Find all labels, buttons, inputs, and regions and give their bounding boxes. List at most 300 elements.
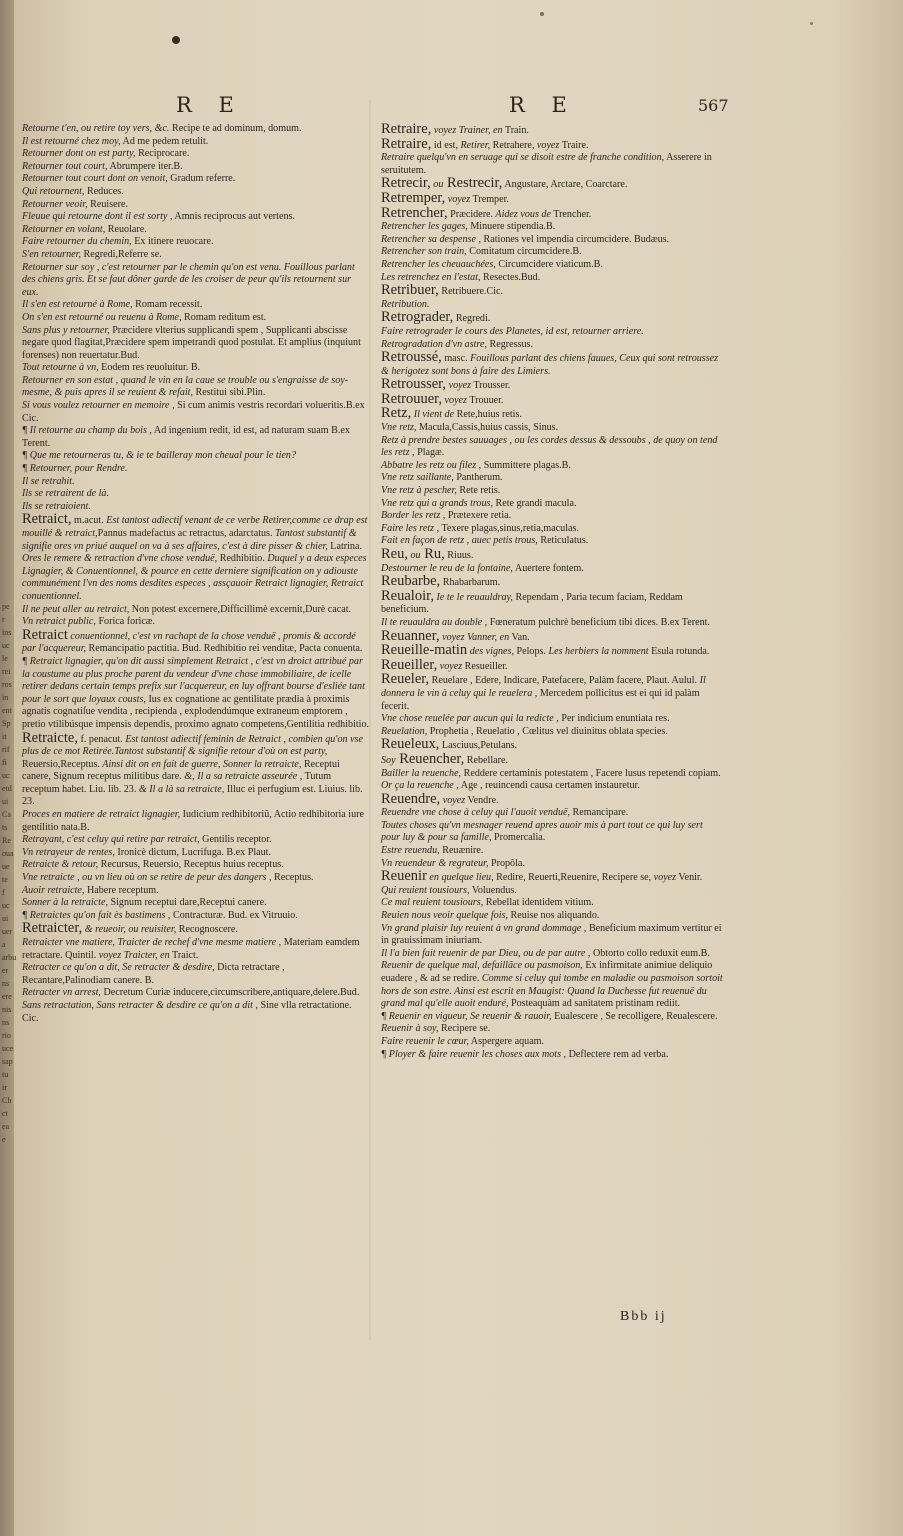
latin-gloss: Contracturæ. Bud. ex Vitruuio. <box>170 909 298 921</box>
french-gloss: Retraire quelqu'vn en seruage qui se disoit estre de franche condition, <box>381 152 665 164</box>
french-gloss: Il est retourné chez moy, <box>22 135 121 147</box>
latin-gloss: Ius ex cognatione ac gentilitate prædia à proximis agnatis cognatiſue vendita , recipienda , explodendúmque extraneum emptorem , pretio vtilibúsque impensis dependis, proximo agnato competens,Gentilitia redhibitio. <box>22 693 370 730</box>
french-gloss: Ores le remere & retraction d'vne chose venduë, <box>22 553 218 565</box>
dictionary-entry <box>22 224 370 237</box>
french-gloss: &, Il a sa retraicte asseurée , <box>181 771 303 783</box>
dictionary-entry <box>381 498 724 511</box>
french-gloss: Reuendre vne chose à celuy qui l'auoit venduë, <box>381 807 571 819</box>
french-gloss: Les herbiers la nomment <box>545 646 649 658</box>
dictionary-entry <box>381 885 724 898</box>
french-gloss: Retraicter vne matiere, Traicter de rechef d'vne mesme matiere , <box>22 937 282 948</box>
dictionary-entry <box>22 463 370 476</box>
french-gloss: Ce mal reuient tousiours, <box>381 897 484 909</box>
french-gloss: & reueoir, ou reuisiter, <box>82 924 177 936</box>
dictionary-entry <box>381 135 724 153</box>
french-gloss: ou <box>407 550 421 561</box>
french-gloss: Il ne peut aller au retraict, <box>22 603 130 615</box>
latin-gloss: Beneficium maximum vertitur ei in grauissimam iniuriam. <box>381 922 722 947</box>
headword: Retraict, <box>22 511 72 528</box>
dictionary-entry <box>381 472 724 485</box>
dictionary-entry <box>381 204 724 222</box>
french-gloss: Vne retz saillante, <box>381 472 454 484</box>
latin-gloss: Reciprocare. <box>135 148 190 160</box>
latin-gloss: Traire. <box>559 139 589 151</box>
french-gloss: Destourner le reu de la fontaine, <box>381 562 513 574</box>
dictionary-entry <box>381 152 724 177</box>
latin-gloss: Præcidere vlterius supplicandi spem , Supplicanti abscisse negare quod flagitat,Præcidere spem impetrandi quod postulat. Et amplius (inquiunt forenses) non reuertatur.Bud. <box>22 324 361 361</box>
dictionary-entry <box>381 407 724 422</box>
headword: Retribuer, <box>381 282 439 299</box>
dictionary-entry <box>381 422 724 435</box>
dictionary-entry <box>22 501 370 514</box>
latin-gloss: Rebellare. <box>464 754 508 766</box>
latin-gloss: Traict. <box>169 949 199 961</box>
latin-gloss: Resectes.Bud. <box>480 271 541 283</box>
latin-gloss: Signum receptui dare,Receptui canere. <box>107 897 267 909</box>
french-gloss: ¶ Reuenir en vigueur, Se reuenir & rauoir, <box>381 1010 552 1022</box>
french-gloss: voyez <box>440 794 466 806</box>
latin-gloss: Pelops. <box>513 646 546 658</box>
dictionary-entry <box>22 937 370 962</box>
french-gloss: en quelque lieu, <box>426 872 494 884</box>
latin-gloss: Ad me pedem retulit. <box>120 135 209 147</box>
headword: Reuanner, <box>381 627 440 644</box>
dictionary-entry <box>22 922 370 937</box>
french-gloss: Vn grand plaisir luy reuient à vn grand dommage , <box>381 922 587 934</box>
dictionary-entry <box>381 259 724 272</box>
dictionary-entry <box>381 948 724 961</box>
dictionary-entry <box>22 604 370 617</box>
french-gloss: Proces en matiere de retraict lignagier, <box>22 809 181 821</box>
dictionary-entry <box>22 375 370 400</box>
dictionary-entry <box>22 262 370 300</box>
running-head-left: R E <box>176 93 244 117</box>
latin-gloss: Ironicè dictum, Lucrifuga. B.ex Plaut. <box>114 846 272 858</box>
french-gloss: Est tantost adiectif venant de ce verbe Retirer,comme ce drap est mouillé & retraict, <box>22 515 368 539</box>
french-gloss: On s'en est retourné ou reuenu à Rome, <box>22 311 182 323</box>
latin-gloss: Pantherum. <box>453 472 503 484</box>
headword: Reueler, <box>381 671 430 688</box>
headword: Retroussé, <box>381 349 442 366</box>
latin-gloss: Recognoscere. <box>176 924 238 936</box>
dictionary-entry <box>381 910 724 923</box>
latin-gloss: Ad ingenium redit, id est, ad naturam suam B.ex Terent. <box>22 425 350 449</box>
french-gloss: Retraicte & retour, <box>22 859 99 871</box>
latin-gloss: Age , reuincendi causa certamen instauretur. <box>458 780 640 792</box>
latin-gloss: Non potest excernere,Difficillimè excernit,Durè cacat. <box>129 603 352 615</box>
french-gloss: Retourner dont on est party, <box>22 148 136 160</box>
latin-gloss: Vendre. <box>465 794 499 806</box>
dictionary-entry <box>381 750 724 768</box>
dictionary-entry <box>381 523 724 536</box>
french-gloss: Fait en façon de retz , auec petis trous, <box>381 535 538 547</box>
latin-gloss: Recipere se. <box>438 1023 491 1035</box>
dictionary-entry <box>22 173 370 186</box>
latin-gloss: Rationes vel impendia circumcidere. Budæus. <box>480 233 670 245</box>
dictionary-entry <box>381 548 724 563</box>
dictionary-entry <box>381 656 724 674</box>
headword: Reueleux, <box>381 736 440 753</box>
headword: Reuenir <box>381 868 427 885</box>
french-gloss: Retourner sur soy , c'est retourner par le chemin qu'on est venu. Fouillous parlant des chiens gris. Et se faut dôner garde de les croiser de peur qu'ils retournent sur eux. <box>22 261 355 298</box>
french-gloss: Il vient de <box>411 409 455 421</box>
latin-gloss: Prætexere retia. <box>445 510 512 522</box>
french-gloss: & Il a là sa retraicte, <box>136 783 225 795</box>
latin-gloss: Reticulatus. <box>537 535 589 547</box>
french-gloss: voyez <box>651 872 677 884</box>
ink-spot <box>172 36 180 44</box>
french-gloss: Retracter vn arrest, <box>22 987 101 999</box>
french-gloss: Retracter ce qu'on a dit, Se retracter & desdire, <box>22 962 215 974</box>
headword: Ru, <box>420 546 445 562</box>
latin-gloss: Gentilis receptor. <box>199 834 272 846</box>
french-gloss: Ie te le reuauldray, <box>433 591 513 603</box>
dictionary-entry <box>381 673 724 713</box>
dictionary-entry <box>22 729 370 810</box>
latin-gloss: Angustare, Arctare, Coarctare. <box>502 179 628 191</box>
french-gloss: Reuien nous veoir quelque fois, <box>381 910 508 922</box>
latin-gloss: Receptui canere, Signum receptus militibus dare. <box>22 758 340 783</box>
french-gloss: Sans plus y retourner, <box>22 324 110 336</box>
dictionary-entry <box>381 713 724 726</box>
dictionary-entry <box>22 136 370 149</box>
french-gloss: Retourner tout court dont on venoit, <box>22 173 168 185</box>
headword: Restrecir, <box>443 175 503 192</box>
latin-gloss: Recursus, Reuersio, Receptus huius receptus. <box>98 859 284 871</box>
french-gloss: Abbatre les retz ou filez , <box>381 459 482 471</box>
dictionary-entry <box>22 834 370 847</box>
french-gloss: Vne retz, <box>381 422 417 434</box>
french-gloss: Vne chose reuelée par aucun qui la redicte , <box>381 713 559 725</box>
latin-gloss: Van. <box>509 631 530 643</box>
dictionary-entry <box>381 510 724 523</box>
french-gloss: Les retrenchez en l'estat, <box>381 271 481 283</box>
french-gloss: Qui reuient tousiours, <box>381 884 470 896</box>
french-gloss: Retourne t'en, ou retire toy vers, &c. <box>22 123 170 134</box>
french-gloss: S'en retourner, <box>22 248 81 260</box>
dictionary-entry <box>381 923 724 948</box>
dictionary-entry <box>381 1049 724 1062</box>
latin-gloss: Pannus madefactus ac retractus, adarctatus. <box>97 528 273 539</box>
dictionary-entry <box>381 768 724 781</box>
dictionary-entry <box>381 284 724 299</box>
french-gloss: Retirer, <box>457 139 491 151</box>
french-gloss: Faire les retz , <box>381 522 440 534</box>
latin-gloss: Iudicium redhibitoriũ, Actio redhibitoria iure gentilitio nata.B. <box>22 809 364 833</box>
french-gloss: Reuenir de quelque mal, defaillãce ou pasmoison, <box>381 960 583 972</box>
french-gloss: Est tantost adiectif feminin de Retraict , combien qu'on vse plus de ce mot Retirée.Tantost substantif & signifie retour d'où on est party, <box>22 733 363 758</box>
latin-gloss: Amnis reciprocus aut vertens. <box>172 211 295 223</box>
dictionary-entry <box>381 390 724 408</box>
latin-gloss: Dicta retractare , Recantare,Palinodiam canere. B. <box>22 962 285 986</box>
french-gloss: Faire retrograder le cours des Planetes, id est, retourner arriere. <box>381 325 644 337</box>
french-gloss: Qui retournent, <box>22 185 85 197</box>
french-gloss: Vn reuendeur & regrateur, <box>381 857 489 869</box>
latin-gloss: Rebellat identidem vitium. <box>483 897 594 909</box>
dictionary-entry <box>381 485 724 498</box>
latin-gloss: Rete,huius retis. <box>454 409 522 421</box>
latin-gloss: Receptus. <box>271 872 314 884</box>
french-gloss: Tout retourne à vn, <box>22 362 99 374</box>
french-gloss: Tantost substantif & signifie ores vn priué auquel on va à ses affaires, c'est à dire pisser & chier, <box>22 528 357 552</box>
french-gloss: ¶ Retraict lignagier, qu'on dit aussi simplement Retraict , c'est vn droict attribué par la coustume au plus proche parent du vendeur d'vne chose immobiliaire, de icelle retirer dedans certain temps prefix sur l'acquereur, en luy offrant bourse d'esliée tant pour le sort que loyaux cousts, <box>22 655 365 705</box>
latin-gloss: Ex itinere reuocare. <box>131 236 214 248</box>
headword: Reuencher, <box>395 750 465 767</box>
french-gloss: Il te reuauldra au double , <box>381 616 488 628</box>
latin-gloss: masc. <box>441 353 468 365</box>
dictionary-entry <box>381 790 724 808</box>
french-gloss: Il donnera le vin à celuy qui le reuelera , <box>381 675 706 699</box>
french-gloss: voyez Traicter, en <box>96 949 170 961</box>
dictionary-entry <box>381 311 724 326</box>
latin-gloss: Reuænire. <box>439 845 484 857</box>
headword: Reueille-matin <box>381 642 468 659</box>
french-gloss: Retz à prendre bestes sauuages , ou les cordes dessus & dessoubs , de quoy on tend les retz , <box>381 434 718 459</box>
latin-gloss: Materiam eamdem retractare. Quintil. <box>22 937 360 961</box>
latin-gloss: Remancipatio pactitia. Bud. Redhibitio rei venditæ, Pacta conuenta. <box>86 643 363 655</box>
french-gloss: Bailler la reuenche, <box>381 767 462 779</box>
french-gloss: ¶ Retraictes qu'on fait ès bastimens , <box>22 909 171 921</box>
page-number: 567 <box>698 96 729 115</box>
latin-gloss: Romam reditum est. <box>181 311 267 323</box>
headword: Retraicter, <box>22 920 83 937</box>
french-gloss: Comme si celuy qui tombe en maladie ou pasmoison sortoit hors de son estre. Ainsi est escrit en Maugist: Quand la Duchesse fut reuenuë du grand mal qu'elle auoit enduré, <box>381 973 723 1010</box>
latin-gloss: id est, <box>431 139 458 151</box>
headword: Reualoir, <box>381 587 434 604</box>
french-gloss: Faire reuenir le cœur, <box>381 1035 469 1047</box>
french-gloss: Aidez vous de <box>493 208 551 220</box>
french-gloss: Soy <box>381 754 396 766</box>
latin-gloss: Remancipare. <box>570 807 629 819</box>
latin-gloss: Forica foricæ. <box>95 616 156 628</box>
french-gloss: ¶ Que me retourneras tu, & ie te bailleray mon cheual pour le tien? <box>22 450 297 462</box>
dictionary-entry <box>22 312 370 325</box>
dictionary-entry <box>22 859 370 872</box>
latin-gloss: Summittere plagas.B. <box>481 459 571 471</box>
french-gloss: Reuenir à soy, <box>381 1023 439 1035</box>
headword: Reueiller, <box>381 656 438 673</box>
french-gloss: Vne retz à pescher, <box>381 485 457 497</box>
headword: Retz, <box>381 405 412 422</box>
headword: Retraict <box>22 626 68 643</box>
french-gloss: voyez <box>437 660 463 672</box>
headword: Retrencher, <box>381 204 448 221</box>
french-gloss: Vn retrayeur de rentes, <box>22 846 115 858</box>
headword: Retrograder, <box>381 309 454 326</box>
dictionary-entry <box>22 123 370 136</box>
french-gloss: Auoir retraicte, <box>22 884 85 896</box>
latin-gloss: Eodem res reuoluitur. B. <box>98 362 201 374</box>
dictionary-entry <box>381 123 724 138</box>
latin-gloss: Riuus. <box>444 550 474 561</box>
latin-gloss: Decretum Curiæ inducere,circumscribere,antiquare,delere.Bud. <box>100 987 360 999</box>
dictionary-entry <box>22 626 370 656</box>
right-column <box>381 123 724 1061</box>
dictionary-entry <box>381 351 724 378</box>
latin-gloss: Reddere certaminis potestatem , Facere lusus repetendi copiam. <box>461 767 721 779</box>
dictionary-entry <box>22 885 370 898</box>
french-gloss: Retribution. <box>381 298 430 310</box>
dictionary-entry <box>22 1000 370 1025</box>
latin-gloss: Habere receptum. <box>84 884 159 896</box>
latin-gloss: Recipe te ad dominum, domum. <box>169 123 302 134</box>
latin-gloss: Posteaquàm ad sanitatem pristinam rediit. <box>508 998 681 1010</box>
latin-gloss: Retribuere.Cic. <box>438 286 503 298</box>
latin-gloss: Rhabarbarum. <box>440 577 501 589</box>
adjacent-page-margin-text: pe r ins uc le rei ros in ent Sp it rif fi uc etd ui Ca ts Re oua ue te f uc ui uer a arbu er ns ere nis ns rio uce sap tu ir Ch ct ea e <box>2 602 17 1144</box>
french-gloss: voyez Vanner, en <box>439 631 510 643</box>
french-gloss: Il se retrahit. <box>22 475 75 487</box>
latin-gloss: Auertere fontem. <box>512 562 584 574</box>
dictionary-entry <box>22 400 370 425</box>
latin-gloss: Rete retis. <box>456 485 501 497</box>
latin-gloss: Resueiller. <box>462 660 508 672</box>
french-gloss: Vn retraict public, <box>22 616 96 628</box>
dictionary-entry <box>22 488 370 501</box>
latin-gloss: Reuersio,Receptus. <box>22 758 100 770</box>
french-gloss: Retourner veoir, <box>22 198 88 210</box>
dictionary-entry <box>381 897 724 910</box>
latin-gloss: Reuisere. <box>87 198 128 210</box>
french-gloss: ¶ Ployer & faire reuenir les choses aux mots , <box>381 1048 567 1060</box>
latin-gloss: Comitatum circumcidere.B. <box>466 246 582 258</box>
latin-gloss: Regredi,Referre se. <box>80 248 162 260</box>
latin-gloss: Regressus. <box>486 338 533 350</box>
french-gloss: voyez <box>442 394 467 406</box>
dictionary-entry <box>22 199 370 212</box>
french-gloss: voyez <box>534 139 560 151</box>
latin-gloss: Retrahere, <box>490 139 535 151</box>
latin-gloss: Regredi. <box>453 313 491 325</box>
dictionary-entry <box>381 960 724 1010</box>
latin-gloss: Ex infirmitate animiue deliquio euadere , & ad se redire. <box>381 960 713 984</box>
dictionary-entry <box>381 845 724 858</box>
dictionary-entry <box>22 513 370 603</box>
dictionary-entry <box>381 1036 724 1049</box>
french-gloss: Reuelation, <box>381 725 428 737</box>
dictionary-entry <box>22 616 370 629</box>
latin-gloss: Tutum receptum habet. Liu. lib. 23. <box>22 771 332 795</box>
latin-gloss: f. penacut. <box>77 733 123 745</box>
latin-gloss: Aspergere aquam. <box>468 1035 545 1047</box>
french-gloss: Ils se retrairent de là. <box>22 488 109 500</box>
latin-gloss: Abrumpere iter.B. <box>107 160 183 172</box>
dictionary-entry <box>381 1011 724 1024</box>
french-gloss: des vignes, <box>467 646 514 658</box>
signature-mark: Bbb ij <box>620 1309 667 1324</box>
latin-gloss: Restitui sibi.Plin. <box>193 387 266 399</box>
french-gloss: conuentionnel, c'est vn rachapt de la chose venduë , promis & accordé par l'acquereur, <box>22 630 356 655</box>
french-gloss: ¶ Il retourne au champ du bois , <box>22 425 152 437</box>
running-head-right: R E <box>509 93 577 117</box>
french-gloss: Retrencher les gages, <box>381 221 468 233</box>
ink-spot <box>810 22 813 25</box>
latin-gloss: Eualescere , Se recolligere, Reualescere. <box>551 1010 718 1022</box>
latin-gloss: Tremper. <box>470 193 509 205</box>
french-gloss: voyez <box>445 193 471 205</box>
headword: Reuendre, <box>381 790 441 807</box>
dictionary-entry <box>22 872 370 885</box>
french-gloss: Vne retraicte , ou vn lieu où on se retire de peur des dangers , <box>22 872 272 884</box>
latin-gloss: Latrina. <box>327 540 362 552</box>
french-gloss: Retrencher les cheuauchées, <box>381 258 496 270</box>
dictionary-entry <box>381 234 724 247</box>
left-column <box>22 123 370 1025</box>
french-gloss: ou <box>430 179 444 191</box>
dictionary-entry <box>22 847 370 860</box>
latin-gloss: Circumcidere viaticum.B. <box>495 258 603 270</box>
french-gloss: Retrogradation d'vn astre, <box>381 338 487 350</box>
latin-gloss: Reuelare , Edere, Indicare, Patefacere, Palàm facere, Plaut. Aulul. <box>429 675 698 687</box>
latin-gloss: Deflectere rem ad verba. <box>566 1048 669 1060</box>
latin-gloss: Lasciuus,Petulans. <box>439 740 518 752</box>
latin-gloss: Macula,Cassis,huius cassis, Sinus. <box>416 422 559 434</box>
dictionary-entry <box>381 1023 724 1036</box>
dictionary-entry <box>22 362 370 375</box>
headword: Retraire, <box>381 135 432 152</box>
latin-gloss: Præcidere. <box>447 208 494 220</box>
dictionary-entry <box>22 476 370 489</box>
headword: Retremper, <box>381 189 446 206</box>
french-gloss: Retourner tout court, <box>22 160 108 172</box>
french-gloss: Faire retourner du chemin, <box>22 236 132 248</box>
dictionary-entry <box>22 299 370 312</box>
latin-gloss: Rete grandi macula. <box>492 497 577 509</box>
headword: Retraicte, <box>22 729 78 746</box>
french-gloss: Si vous voulez retourner en memoire , <box>22 400 175 412</box>
latin-gloss: Prophetia , Reuelatio , Cœlitus vel diuinitus oblata species. <box>427 725 668 737</box>
french-gloss: Fouillous parlant des chiens fauues, Ceux qui sont retroussez & herigotez sont bons à faire des Limiers. <box>381 353 719 377</box>
latin-gloss: Mercedem pollicitus est ei qui id palàm fecerit. <box>381 687 700 712</box>
dictionary-entry <box>22 809 370 834</box>
ink-spot <box>540 12 544 16</box>
dictionary-entry <box>381 587 724 617</box>
dictionary-entry <box>22 211 370 224</box>
latin-gloss: Rependam , Paria tecum faciam, Reddam beneficium. <box>381 591 683 616</box>
latin-gloss: Plagæ. <box>414 447 445 459</box>
dictionary-entry <box>22 249 370 262</box>
dictionary-entry <box>22 236 370 249</box>
latin-gloss: Trouuer. <box>466 394 504 406</box>
headword: Retrouuer, <box>381 390 443 407</box>
dictionary-entry <box>381 807 724 820</box>
latin-gloss: Train. <box>502 125 529 136</box>
latin-gloss: Romam recessit. <box>132 299 203 311</box>
latin-gloss: Propôla. <box>488 857 525 869</box>
dictionary-entry <box>22 161 370 174</box>
dictionary-entry <box>22 425 370 450</box>
latin-gloss: Si cum animis vestris recordari volueritis.B.ex Cic. <box>22 400 365 424</box>
dictionary-entry <box>381 820 724 845</box>
latin-gloss: Redire, Reuerti,Reuenire, Recipere se, <box>493 872 652 884</box>
dictionary-entry <box>22 450 370 463</box>
latin-gloss: Voluendus. <box>469 884 517 896</box>
french-gloss: Retourner en volant, <box>22 223 106 235</box>
latin-gloss: Sine vlla retractatione. Cic. <box>22 999 352 1024</box>
dictionary-entry <box>22 962 370 987</box>
latin-gloss: Trousser. <box>471 380 511 392</box>
french-gloss: Vne retz qui a grands trous, <box>381 497 493 509</box>
latin-gloss: Minuere stipendia.B. <box>467 221 556 233</box>
latin-gloss: Venir. <box>676 872 703 884</box>
latin-gloss: Gradum referre. <box>167 173 236 185</box>
latin-gloss: Per indicium enuntiata res. <box>558 713 670 725</box>
headword: Retrousser, <box>381 376 447 393</box>
latin-gloss: Fœneratum pulchrè beneficium tibi dices. B.ex Terent. <box>487 616 710 628</box>
dictionary-entry <box>22 186 370 199</box>
dictionary-entry <box>381 460 724 473</box>
french-gloss: Ils se retraioient. <box>22 500 91 512</box>
